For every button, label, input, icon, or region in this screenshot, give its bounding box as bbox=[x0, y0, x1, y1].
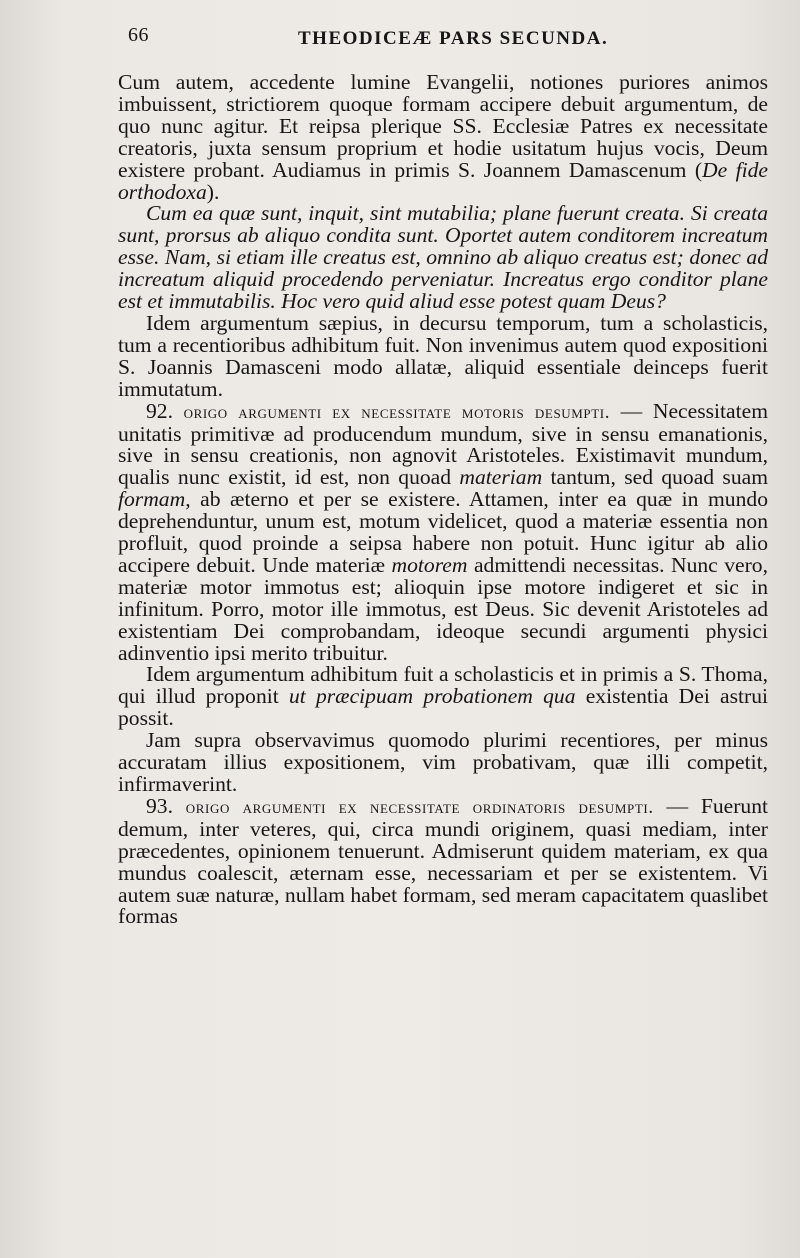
quotation-damascenus: Cum ea quæ sunt, inquit, sint mutabilia; plane fuerunt creata. Si creata sunt, prorsus ab aliquo condita sunt. Oportet autem conditorem increatum esse. Nam, si etiam ille creatus est, omnino ab aliquo creatus est; donec ad increatum aliquid procedendo perveniatur. Increatus ergo conditor plane est et immutabilis. Hoc vero quid aliud esse potest quam Deus? bbox=[118, 201, 768, 314]
running-head bbox=[118, 18, 760, 58]
page-number: 66 bbox=[128, 24, 149, 46]
running-title: THEODICEÆ PARS SECUNDA. bbox=[298, 28, 609, 49]
section-92: 92. origo argumenti ex necessitate motoris desumpti. — Necessitatem unitatis primitivæ ad producendum mundum, sive in sensu emanationis, sive in sensu creationis, non agnovit Aristoteles. Existimavit mundum, qualis nunc existit, id est, non quoad materiam tantum, sed quoad suam formam, ab æterno et per se existere. Attamen, inter ea quæ in mundo deprehenduntur, unum est, motum videlicet, quod a materiæ essentia non profluit, quod proinde a seipsa habere non potuit. Hunc igitur ab alio accipere debuit. Unde materiæ motorem admittendi necessitas. Nunc vero, materiæ motor immotus est; alioquin ipse motore indigeret et sic in infinitum. Porro, motor ille immotus, est Deus. Sic devenit Aristoteles ad existentiam Dei comprobandam, ideoque secundi argumenti physici adinventio ipsi merito tribuitur. bbox=[118, 398, 768, 665]
section-number: 92. bbox=[146, 398, 173, 423]
body-text bbox=[118, 72, 768, 928]
paragraph-jam-supra: Jam supra observavimus quomodo plurimi recentiores, per minus accuratam illius expositionem, vim probativam, quæ illi competit, infirmaverint. bbox=[118, 728, 768, 796]
section-heading: origo argumenti ex necessitate motoris desumpti. bbox=[183, 401, 611, 423]
paragraph-evangelii: Cum autem, accedente lumine Evangelii, notiones puriores animos imbuissent, strictiorem quoque formam accipere debuit argumentum, de quo nunc agitur. Et reipsa plerique SS. Ecclesiæ Patres ex necessitate creatoris, juxta sensum proprium et hodie usitatum hujus vocis, Deum existere probant. Audiamus in primis S. Joannem Damascenum (De fide orthodoxa). bbox=[118, 70, 768, 204]
paragraph-idem-argumentum: Idem argumentum sæpius, in decursu temporum, tum a scholasticis, tum a recentioribus adhibitum fuit. Non invenimus autem quod expositioni S. Joannis Damasceni modo allatæ, aliquid essentiale deinceps fuerit immutatum. bbox=[118, 310, 768, 401]
section-93: 93. origo argumenti ex necessitate ordinatoris desumpti. — Fuerunt demum, inter veteres, qui, circa mundi originem, quasi mediam, inter præcedentes, opinionem tenuerunt. Admiserunt quidem materiam, ex qua mundus coalescit, æternam esse, necessariam et per se existentem. Vi autem suæ naturæ, nullam habet formam, sed meram capacitatem quaslibet formas bbox=[118, 793, 768, 929]
section-number: 93. bbox=[146, 793, 173, 818]
paragraph-s-thoma: Idem argumentum adhibitum fuit a scholasticis et in primis a S. Thoma, qui illud proponit ut præcipuam probationem qua existentia Dei astrui possit. bbox=[118, 662, 768, 731]
section-heading: origo argumenti ex necessitate ordinatoris desumpti. bbox=[185, 796, 654, 818]
